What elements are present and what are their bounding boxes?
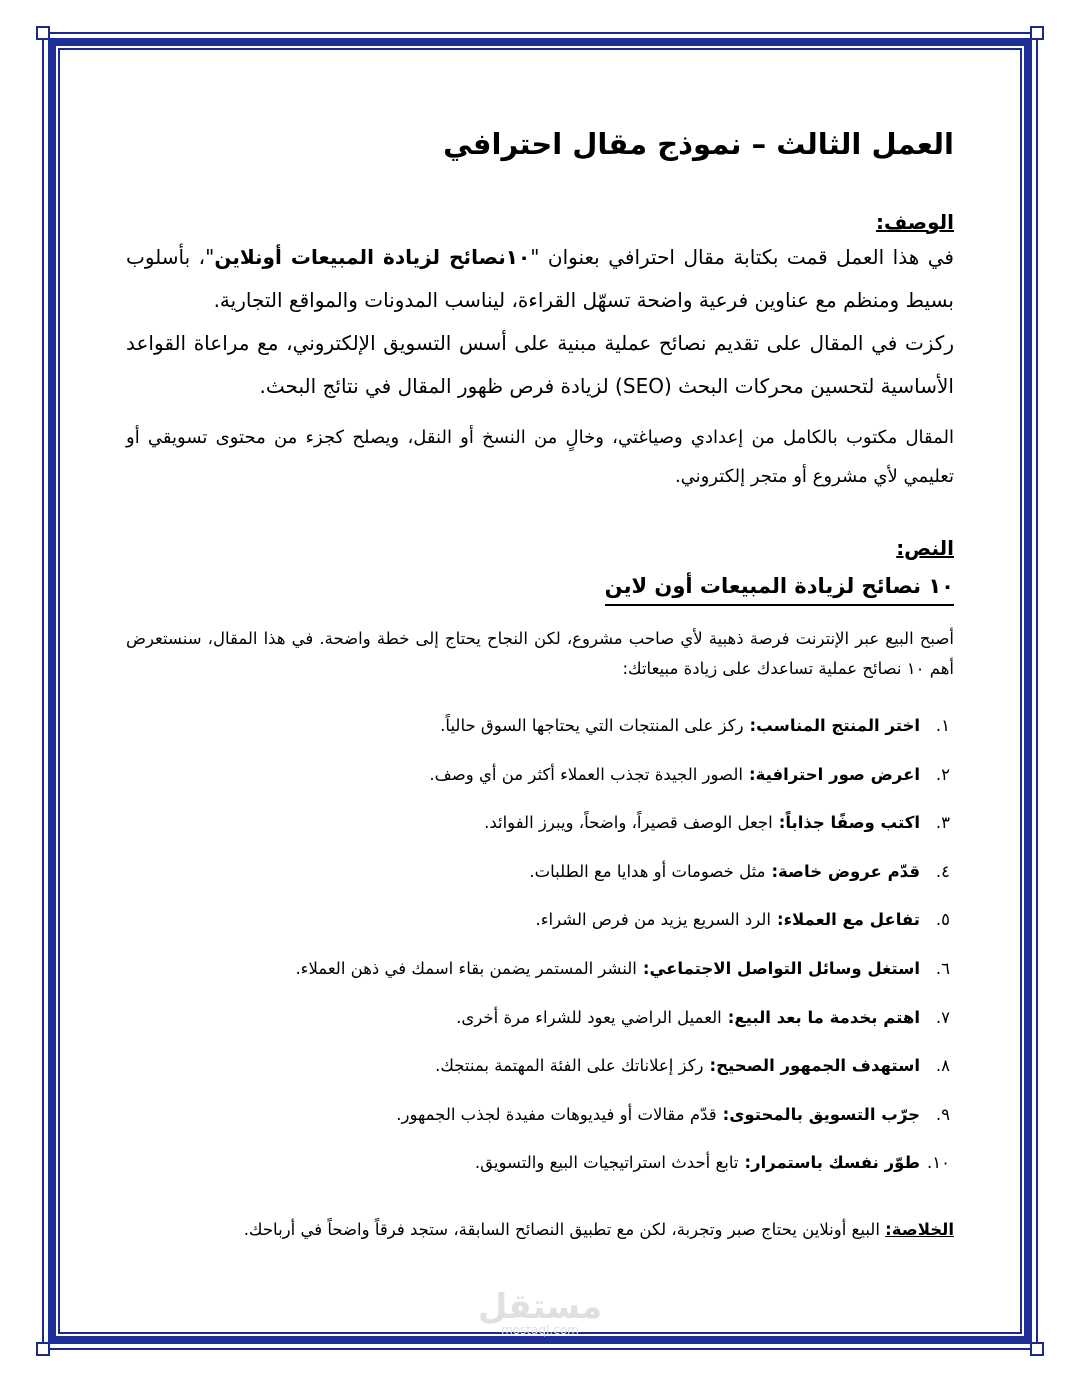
tip-title: طوّر نفسك باستمرار: [744, 1153, 920, 1173]
tip-title: قدّم عروض خاصة: [771, 861, 920, 881]
conclusion-label: الخلاصة: [885, 1219, 954, 1239]
watermark-main-text: مستقل [477, 1287, 603, 1327]
conclusion [126, 1216, 954, 1244]
tip-item-6 [126, 945, 954, 994]
frame-corner-top-right [1030, 26, 1044, 40]
tip-text: ركز إعلاناتك على الفئة المهتمة بمنتجك. [435, 1056, 704, 1076]
tip-number: ٧. [935, 1007, 950, 1027]
tip-item-8 [126, 1042, 954, 1091]
description-note: المقال مكتوب بالكامل من إعدادي وصياغتي، وخالٍ من النسخ أو النقل، ويصلح كجزء من محتوى تسويقي أو تعليمي لأي مشروع أو متجر إلكتروني. [126, 426, 954, 487]
tip-number: ٩. [935, 1104, 950, 1124]
tip-text: الصور الجيدة تجذب العملاء أكثر من أي وصف. [429, 764, 743, 784]
tip-number: ٢. [935, 764, 950, 784]
conclusion-text: البيع أونلاين يحتاج صبر وتجربة، لكن مع تطبيق النصائح السابقة، ستجد فرقاً واضحاً في أرباحك. [243, 1219, 880, 1239]
document-content [126, 126, 954, 1244]
tip-item-9 [126, 1090, 954, 1139]
tip-text: الرد السريع يزيد من فرص الشراء. [535, 910, 771, 930]
tip-title: اختر المنتج المناسب: [749, 715, 920, 735]
tip-item-10 [126, 1139, 954, 1188]
tip-text: اجعل الوصف قصيراً، واضحاً، ويبرز الفوائد. [484, 813, 773, 833]
tip-item-5 [126, 896, 954, 945]
page-title: العمل الثالث – نموذج مقال احترافي [443, 127, 954, 161]
article-intro: أصبح البيع عبر الإنترنت فرصة ذهبية لأي صاحب مشروع، لكن النجاح يحتاج إلى خطة واضحة. في هذا المقال، سنستعرض أهم ١٠ نصائح عملية تساعدك على زيادة مبيعاتك: [126, 628, 954, 678]
tip-number: ٦. [935, 958, 950, 978]
tip-title: تفاعل مع العملاء: [776, 910, 920, 930]
tip-title: اهتم بخدمة ما بعد البيع: [727, 1007, 920, 1027]
tip-number: ١٠. [927, 1153, 950, 1173]
tip-item-3 [126, 799, 954, 848]
text-section-label: النص: [896, 535, 954, 560]
frame-corner-bottom-right [1030, 1342, 1044, 1356]
tips-list [126, 702, 954, 1188]
tip-title: استهدف الجمهور الصحيح: [709, 1056, 920, 1076]
tip-title: اعرض صور احترافية: [748, 764, 920, 784]
tip-text: ركز على المنتجات التي يحتاجها السوق حالياً. [440, 715, 744, 735]
mostaql-watermark-logo [470, 1287, 610, 1337]
tip-number: ١. [935, 715, 950, 735]
tip-title: اكتب وصفًا جذاباً: [778, 813, 920, 833]
description-p1-before: في هذا العمل قمت بكتابة مقال احترافي بعنوان " [530, 244, 954, 269]
description-paragraph-2: ركزت في المقال على تقديم نصائح عملية مبنية على أسس التسويق الإلكتروني، مع مراعاة القواعد الأساسية لتحسين محركات البحث (SEO) لزيادة فرص ظهور المقال في نتائج البحث. [126, 330, 954, 398]
tip-number: ٤. [935, 861, 950, 881]
description-p1-after: "، بأسلوب بسيط ومنظم مع عناوين فرعية واضحة تسهّل القراءة، ليناسب المدونات والمواقع التجارية. [126, 244, 954, 312]
description-paragraph-1 [126, 236, 954, 322]
tip-number: ٥. [935, 910, 950, 930]
tip-item-7 [126, 993, 954, 1042]
tip-number: ٣. [935, 813, 950, 833]
frame-corner-top-left [36, 26, 50, 40]
tip-text: العميل الراضي يعود للشراء مرة أخرى. [456, 1007, 722, 1027]
frame-corner-bottom-left [36, 1342, 50, 1356]
tip-text: مثل خصومات أو هدايا مع الطلبات. [529, 861, 766, 881]
watermark-sub-text: mostaql.com [501, 1323, 579, 1337]
tip-item-4 [126, 847, 954, 896]
article-title: ١٠ نصائح لزيادة المبيعات أون لاين [605, 568, 954, 606]
tip-text: قدّم مقالات أو فيديوهات مفيدة لجذب الجمهور. [396, 1104, 717, 1124]
tip-text: النشر المستمر يضمن بقاء اسمك في ذهن العملاء. [295, 958, 637, 978]
tip-item-1 [126, 702, 954, 751]
tip-title: استغل وسائل التواصل الاجتماعي: [642, 958, 920, 978]
article-name-bold: ١٠نصائح لزيادة المبيعات أونلاين [214, 244, 531, 269]
description-label: الوصف: [875, 209, 954, 234]
tip-title: جرّب التسويق بالمحتوى: [722, 1104, 920, 1124]
tip-number: ٨. [935, 1056, 950, 1076]
tip-item-2 [126, 750, 954, 799]
tip-text: تابع أحدث استراتيجيات البيع والتسويق. [474, 1153, 739, 1173]
